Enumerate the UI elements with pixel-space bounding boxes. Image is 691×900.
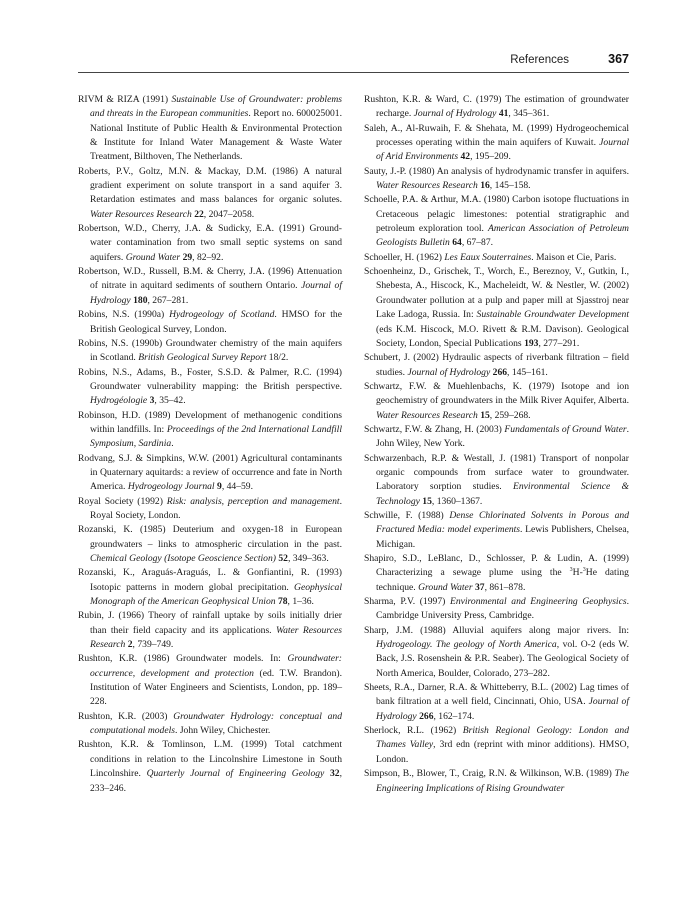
reference-entry: Rushton, K.R. (1986) Groundwater models. In: Groundwater: occurrence, development and protection (ed. T.W. Brandon). Institution of Water Engineers and Scientists, London, pp. 189–228.: [78, 653, 342, 708]
reference-entry: Schoelle, P.A. & Arthur, M.A. (1980) Carbon isotope fluctuations in Cretaceous pelagic limestones: potential stratigraphic and petroleum exploration tool. American Association of Petroleum Geologists Bulletin 64, 67–87.: [364, 194, 629, 249]
reference-entry: Rushton, K.R. & Tomlinson, L.M. (1999) Total catchment conditions in relation to the Lincolnshire Limestone in South Lincolnshire. Quarterly Journal of Engineering Geology 32, 233–246.: [78, 739, 342, 794]
reference-entry: Schwartz, F.W. & Zhang, H. (2003) Fundamentals of Ground Water. John Wiley, New York.: [364, 423, 629, 450]
reference-entry: Robertson, W.D., Cherry, J.A. & Sudicky, E.A. (1991) Ground-water contamination from two small septic systems on sand aquifers. Ground Water 29, 82–92.: [78, 223, 342, 263]
reference-entry: Robinson, H.D. (1989) Development of methanogenic conditions within landfills. In: Proceedings of the 2nd International Landfill Symposium, Sardinia.: [78, 409, 342, 450]
section-title: References: [510, 54, 569, 66]
reference-entry: Rushton, K.R. (2003) Groundwater Hydrology: conceptual and computational models. John Wiley, Chichester.: [78, 710, 342, 737]
reference-entry: Schwartz, F.W. & Muehlenbachs, K. (1979) Isotope and ion geochemistry of groundwaters in the Milk River Aquifer, Alberta. Water Resources Research 15, 259–268.: [364, 380, 629, 421]
reference-entry: Shapiro, S.D., LeBlanc, D., Schlosser, P. & Ludin, A. (1999) Characterizing a sewage plume using the $^3$H-$^3$He dating technique. Ground Water 37, 861–878.: [364, 553, 629, 593]
reference-entry: Sharp, J.M. (1988) Alluvial aquifers along major rivers. In: Hydrogeology. The geology of North America, vol. O-2 (eds W. Back, J.S. Rosenshein & P.R. Seaber). The Geological Society of North America, Boulder, Colorado, 273–282.: [364, 624, 629, 679]
reference-entry: Rozanski, K. (1985) Deuterium and oxygen-18 in European groundwaters – links to atmospheric circulation in the past. Chemical Geology (Isotope Geoscience Section) 52, 349–363.: [78, 524, 342, 564]
page-number: 367: [608, 52, 629, 66]
reference-entry: Robins, N.S., Adams, B., Foster, S.S.D. & Palmer, R.C. (1994) Groundwater vulnerability mapping: the British perspective. Hydrogéologie 3, 35–42.: [78, 366, 342, 407]
reference-entry: Royal Society (1992) Risk: analysis, perception and management. Royal Society, London.: [78, 495, 342, 521]
reference-entry: Schwille, F. (1988) Dense Chlorinated Solvents in Porous and Fractured Media: model experiments. Lewis Publishers, Chelsea, Michigan.: [364, 509, 629, 550]
reference-entry: Sheets, R.A., Darner, R.A. & Whitteberry, B.L. (2002) Lag times of bank filtration at a well field, Cincinnati, Ohio, USA. Journal of Hydrology 266, 162–174.: [364, 682, 629, 722]
reference-entry: Sherlock, R.L. (1962) British Regional Geology: London and Thames Valley, 3rd edn (reprint with minor additions). HMSO, London.: [364, 725, 629, 765]
reference-entry: Robertson, W.D., Russell, B.M. & Cherry, J.A. (1996) Attenuation of nitrate in aquitard sediments of southern Ontario. Journal of Hydrology 180, 267–281.: [78, 266, 342, 306]
reference-entry: Robins, N.S. (1990a) Hydrogeology of Scotland. HMSO for the British Geological Survey, London.: [78, 309, 342, 335]
reference-entry: Schoenheinz, D., Grischek, T., Worch, E., Bereznoy, V., Gutkin, I., Shebesta, A., Hiscock, K., Macheleidt, W. & Nestler, W. (2002) Groundwater pollution at a pulp and paper mill at Sjasstroj near Lake Ladoga, Russia. In: Sustainable Groundwater Development (eds K.M. Hiscock, M.O. Rivett & R.M. Davison). Geological Society, London, Special Publications 193, 277–291.: [364, 266, 630, 349]
reference-entry: Simpson, B., Blower, T., Craig, R.N. & Wilkinson, W.B. (1989) The Engineering Implications of Rising Groundwater: [364, 768, 629, 794]
reference-entry: Saleh, A., Al-Ruwaih, F. & Shehata, M. (1999) Hydrogeochemical processes operating within the main aquifers of Kuwait. Journal of Arid Environments 42, 195–209.: [364, 122, 629, 163]
reference-entry: Sharma, P.V. (1997) Environmental and Engineering Geophysics. Cambridge University Press, Cambridge.: [364, 596, 629, 622]
reference-entry: Schwarzenbach, R.P. & Westall, J. (1981) Transport of nonpolar organic compounds from surface water to groundwater. Laboratory sorption studies. Environmental Science & Technology 15, 1360–1367.: [364, 452, 630, 507]
reference-entry: Schoeller, H. (1962) Les Eaux Souterraines. Maison et Cie, Paris.: [364, 251, 617, 263]
reference-entry: Rozanski, K., Araguás-Araguás, L. & Gonfiantini, R. (1993) Isotopic patterns in modern global precipitation. Geophysical Monograph of the American Geophysical Union 78, 1–36.: [78, 567, 342, 608]
reference-entry: Rushton, K.R. & Ward, C. (1979) The estimation of groundwater recharge. Journal of Hydrology 41, 345–361.: [364, 94, 629, 120]
reference-entry: RIVM & RIZA (1991) Sustainable Use of Groundwater: problems and threats in the European communities. Report no. 600025001. National Institute of Public Health & Environmental Protection & Institute for Inland Water Management & Waste Water Treatment, Bilthoven, The Netherlands.: [78, 94, 342, 163]
header-rule: [78, 72, 629, 73]
right-column: [364, 93, 629, 796]
reference-entry: Roberts, P.V., Goltz, M.N. & Mackay, D.M. (1986) A natural gradient experiment on solute transport in a sand aquifer 3. Retardation estimates and mass balances for organic solutes. Water Resources Research 22, 2047–2058.: [78, 165, 342, 220]
reference-entry: Sauty, J.-P. (1980) An analysis of hydrodynamic transfer in aquifers. Water Resources Research 16, 145–158.: [364, 165, 629, 192]
reference-entry: Schubert, J. (2002) Hydraulic aspects of riverbank filtration – field studies. Journal of Hydrology 266, 145–161.: [364, 352, 629, 378]
reference-entry: Robins, N.S. (1990b) Groundwater chemistry of the main aquifers in Scotland. British Geological Survey Report 18/2.: [78, 337, 342, 364]
left-column: [78, 93, 342, 796]
reference-entry: Rubin, J. (1966) Theory of rainfall uptake by soils initially drier than their field capacity and its applications. Water Resources Research 2, 739–749.: [78, 610, 342, 651]
running-header: [78, 50, 629, 72]
reference-entry: Rodvang, S.J. & Simpkins, W.W. (2001) Agricultural contaminants in Quaternary aquitards: a review of occurrence and fate in North America. Hydrogeology Journal 9, 44–59.: [78, 452, 342, 493]
